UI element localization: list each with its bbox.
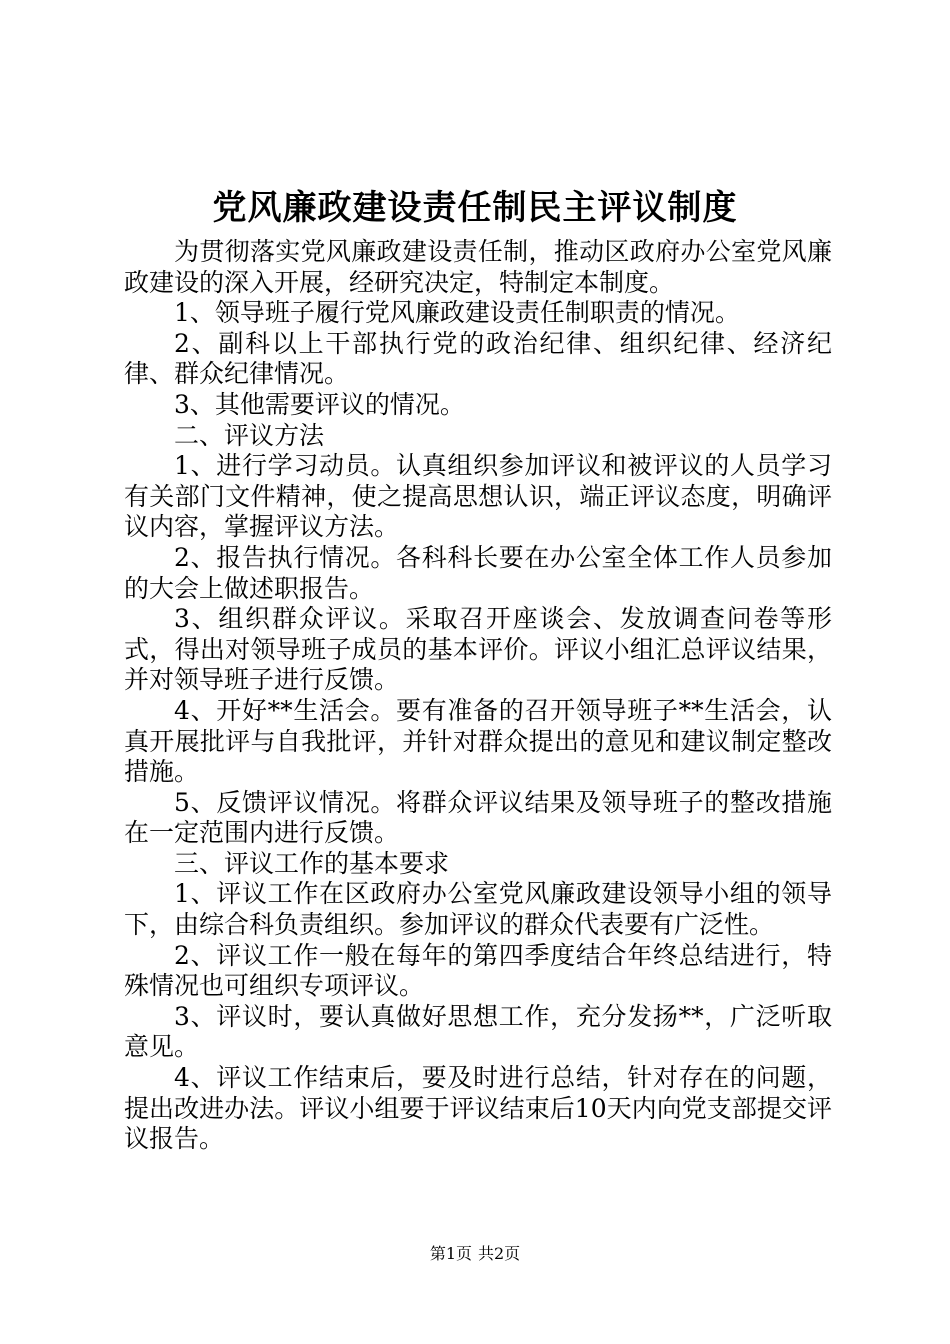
- paragraph-item: 2、副科以上干部执行党的政治纪律、组织纪律、经济纪律、群众纪律情况。: [124, 328, 832, 389]
- paragraph-item: 3、评议时，要认真做好思想工作，充分发扬**，广泛听取意见。: [124, 1001, 832, 1062]
- paragraph-item: 2、报告执行情况。各科科长要在办公室全体工作人员参加的大会上做述职报告。: [124, 542, 832, 603]
- intro-paragraph: 为贯彻落实党风廉政建设责任制，推动区政府办公室党风廉政建设的深入开展，经研究决定，特制定本制度。: [124, 237, 832, 297]
- paragraph-item: 1、评议工作在区政府办公室党风廉政建设领导小组的领导下，由综合科负责组织。参加评议的群众代表要有广泛性。: [124, 879, 832, 940]
- section-heading: 三、评议工作的基本要求: [174, 848, 450, 878]
- section-heading: 二、评议方法: [174, 420, 325, 450]
- page-number-current: 第1页: [429, 1244, 472, 1263]
- paragraph-item: 4、评议工作结束后，要及时进行总结，针对存在的问题，提出改进办法。评议小组要于评议结束后10天内向党支部提交评议报告。: [124, 1063, 832, 1154]
- page-number-total: 共2页: [478, 1244, 521, 1263]
- page-footer: [0, 1243, 950, 1265]
- paragraph-item: 1、进行学习动员。认真组织参加评议和被评议的人员学习有关部门文件精神，使之提高思想认识，端正评议态度，明确评议内容，掌握评议方法。: [124, 451, 832, 542]
- paragraph-item: 1、领导班子履行党风廉政建设责任制职责的情况。: [174, 298, 740, 328]
- document-title: 党风廉政建设责任制民主评议制度: [212, 188, 738, 228]
- document-body: [124, 237, 832, 1155]
- paragraph-item: 3、组织群众评议。采取召开座谈会、发放调查问卷等形式，得出对领导班子成员的基本评价。评议小组汇总评议结果，并对领导班子进行反馈。: [124, 604, 832, 695]
- paragraph-item: 5、反馈评议情况。将群众评议结果及领导班子的整改措施在一定范围内进行反馈。: [124, 787, 832, 848]
- paragraph-item: 4、开好**生活会。要有准备的召开领导班子**生活会，认真开展批评与自我批评，并针对群众提出的意见和建议制定整改措施。: [124, 695, 832, 787]
- paragraph-item: 2、评议工作一般在每年的第四季度结合年终总结进行，特殊情况也可组织专项评议。: [124, 940, 832, 1001]
- paragraph-item: 3、其他需要评议的情况。: [174, 389, 465, 419]
